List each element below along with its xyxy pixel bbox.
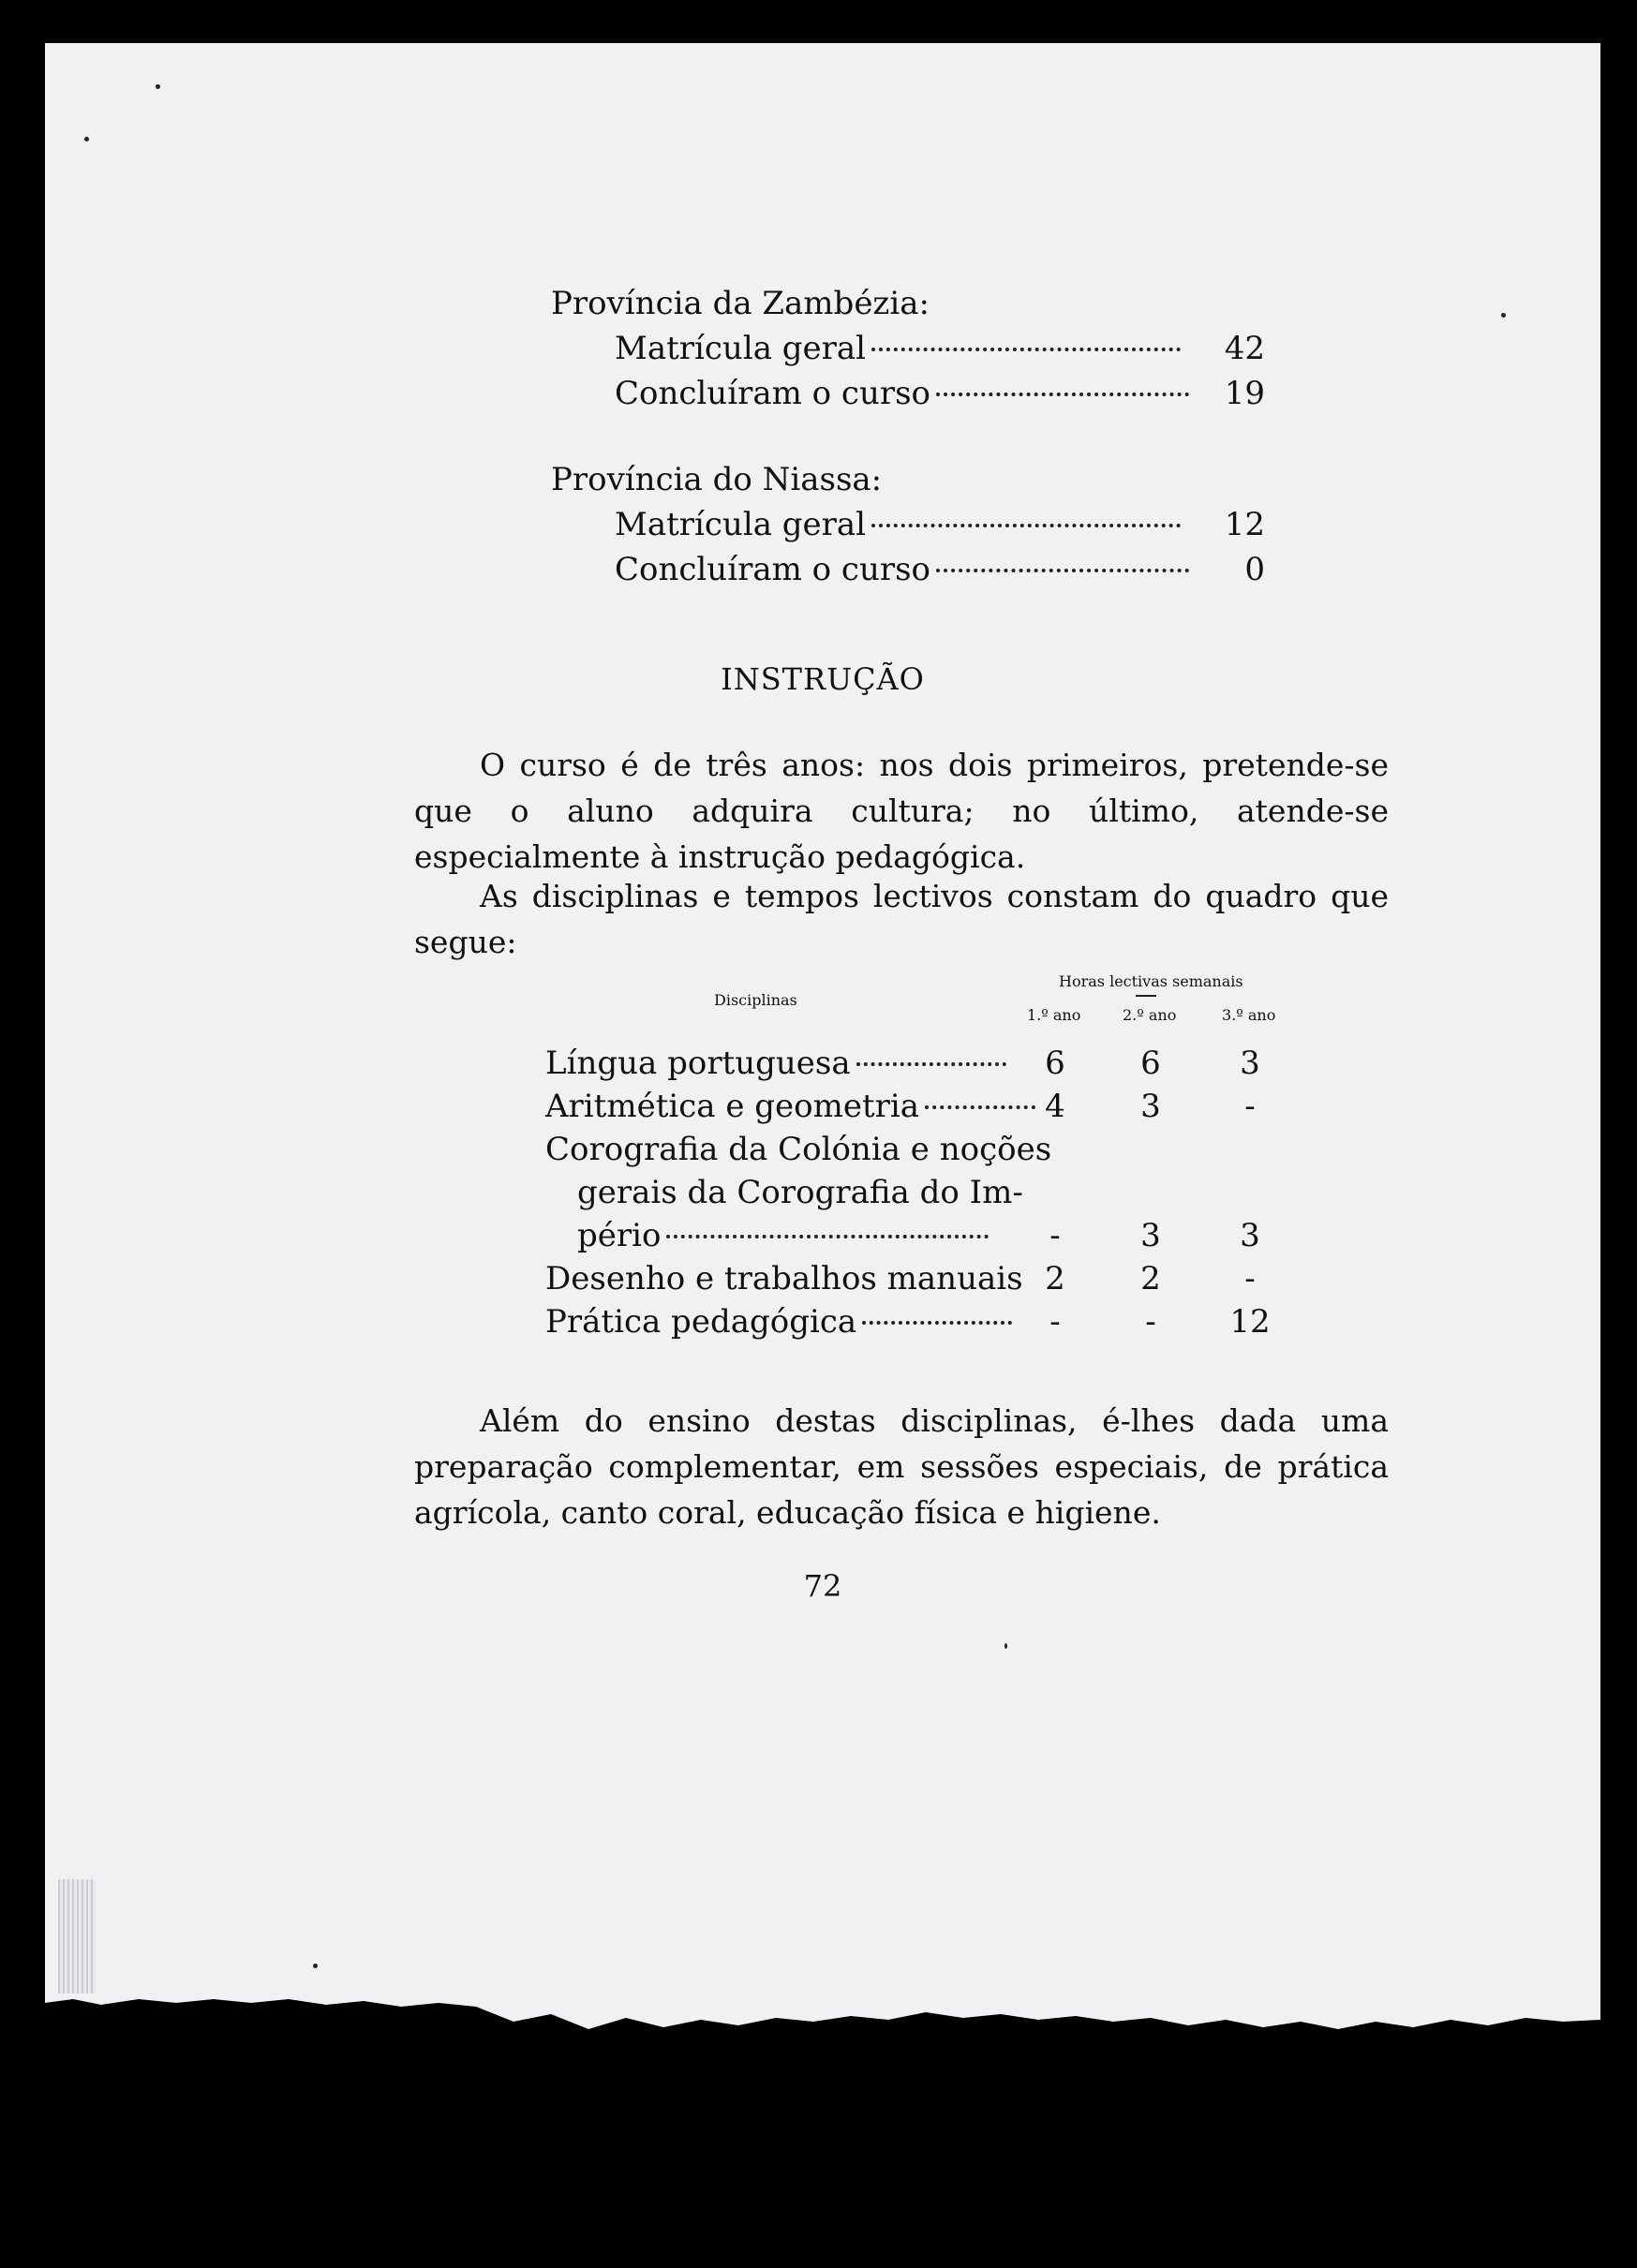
table-header-year-3: 3.º ano bbox=[1222, 1006, 1276, 1024]
instrucao-paragraph-1-text: O curso é de três anos: nos dois primeiros, pretende-se que o aluno adquira cultura; no último, atende-se especialmente à instrução pedagógica. bbox=[414, 747, 1389, 875]
dot-leader bbox=[666, 1235, 989, 1238]
table-header-year-2: 2.º ano bbox=[1123, 1006, 1177, 1024]
table-row-label: Desenho e trabalhos manuais bbox=[545, 1260, 1023, 1297]
table-header-hours-group: Horas lectivas semanais bbox=[1059, 972, 1243, 990]
table-cell: 3 bbox=[1240, 1045, 1260, 1082]
dot-leader bbox=[871, 524, 1181, 527]
table-row-label-text: Língua portuguesa bbox=[545, 1045, 851, 1082]
zambezia-matricula-label bbox=[615, 330, 1186, 367]
table-row-label-line: gerais da Corografia do Im- bbox=[577, 1174, 1023, 1211]
table-row-label bbox=[545, 1042, 1012, 1085]
dot-leader bbox=[862, 1321, 1012, 1325]
table-cell: 3 bbox=[1240, 1217, 1260, 1254]
dot-leader bbox=[925, 1105, 1035, 1109]
table-row-label-text: Aritmética e geometria bbox=[545, 1088, 920, 1125]
dot-leader bbox=[936, 569, 1189, 572]
table-cell: 2 bbox=[1045, 1260, 1065, 1297]
table-row-label-text: Prática pedagógica bbox=[545, 1303, 857, 1341]
table-cell: 6 bbox=[1045, 1045, 1065, 1082]
instrucao-paragraph-2-text: As disciplinas e tempos lectivos constam do quadro que segue: bbox=[414, 878, 1389, 960]
table-row-label bbox=[545, 1300, 1018, 1343]
niassa-matricula-label bbox=[615, 506, 1186, 543]
table-row-label bbox=[545, 1085, 1041, 1128]
zambezia-matricula-text: Matrícula geral bbox=[615, 330, 867, 367]
table-cell: - bbox=[1145, 1303, 1156, 1341]
table-cell: 2 bbox=[1140, 1260, 1161, 1297]
scan-speck bbox=[1005, 1643, 1007, 1649]
niassa-concluiram-text: Concluíram o curso bbox=[615, 551, 931, 588]
niassa-concluiram-value: 0 bbox=[1244, 551, 1265, 588]
dot-leader bbox=[936, 393, 1189, 396]
table-cell: 3 bbox=[1140, 1217, 1161, 1254]
dot-leader bbox=[871, 348, 1181, 351]
niassa-concluiram-label bbox=[615, 551, 1195, 588]
torn-edge-shape bbox=[45, 1994, 1600, 2228]
header-rule bbox=[1136, 995, 1156, 997]
section-heading: INSTRUÇÃO bbox=[721, 661, 925, 697]
niassa-matricula-value: 12 bbox=[1224, 506, 1265, 543]
zambezia-concluiram-text: Concluíram o curso bbox=[615, 375, 931, 412]
table-header-disciplinas: Disciplinas bbox=[714, 991, 797, 1009]
table-cell: 12 bbox=[1229, 1303, 1271, 1341]
closing-paragraph bbox=[414, 1398, 1389, 1535]
zambezia-title: Província da Zambézia: bbox=[551, 285, 930, 322]
instrucao-paragraph-2 bbox=[414, 873, 1389, 965]
table-header-year-1: 1.º ano bbox=[1027, 1006, 1081, 1024]
dot-leader bbox=[856, 1062, 1006, 1066]
zambezia-matricula-value: 42 bbox=[1224, 330, 1265, 367]
document-page bbox=[45, 43, 1600, 2228]
closing-paragraph-text: Além do ensino destas disciplinas, é-lhes dada uma preparação complementar, em sessões especiais, de prática agrícola, canto coral, educação física e higiene. bbox=[414, 1402, 1389, 1531]
torn-page-edge bbox=[45, 1994, 1600, 2228]
instrucao-paragraph-1 bbox=[414, 742, 1389, 880]
table-cell: 3 bbox=[1140, 1088, 1161, 1125]
table-cell: - bbox=[1049, 1303, 1061, 1341]
table-row-label-text: pério bbox=[577, 1217, 662, 1254]
zambezia-concluiram-value: 19 bbox=[1224, 375, 1265, 412]
table-cell: 4 bbox=[1045, 1088, 1065, 1125]
table-cell: - bbox=[1244, 1088, 1256, 1125]
table-row-label bbox=[577, 1214, 994, 1257]
page-number: 72 bbox=[803, 1568, 842, 1604]
table-cell: - bbox=[1244, 1260, 1256, 1297]
niassa-title: Província do Niassa: bbox=[551, 461, 883, 498]
scan-speck bbox=[313, 1964, 318, 1968]
zambezia-concluiram-label bbox=[615, 375, 1195, 412]
scan-speck bbox=[84, 137, 89, 141]
table-cell: 6 bbox=[1140, 1045, 1161, 1082]
table-row-label-line: Corografia da Colónia e noções bbox=[545, 1131, 1052, 1168]
niassa-matricula-text: Matrícula geral bbox=[615, 506, 867, 543]
scan-speck bbox=[156, 84, 160, 89]
scan-speck bbox=[1501, 313, 1506, 318]
table-cell: - bbox=[1049, 1217, 1061, 1254]
